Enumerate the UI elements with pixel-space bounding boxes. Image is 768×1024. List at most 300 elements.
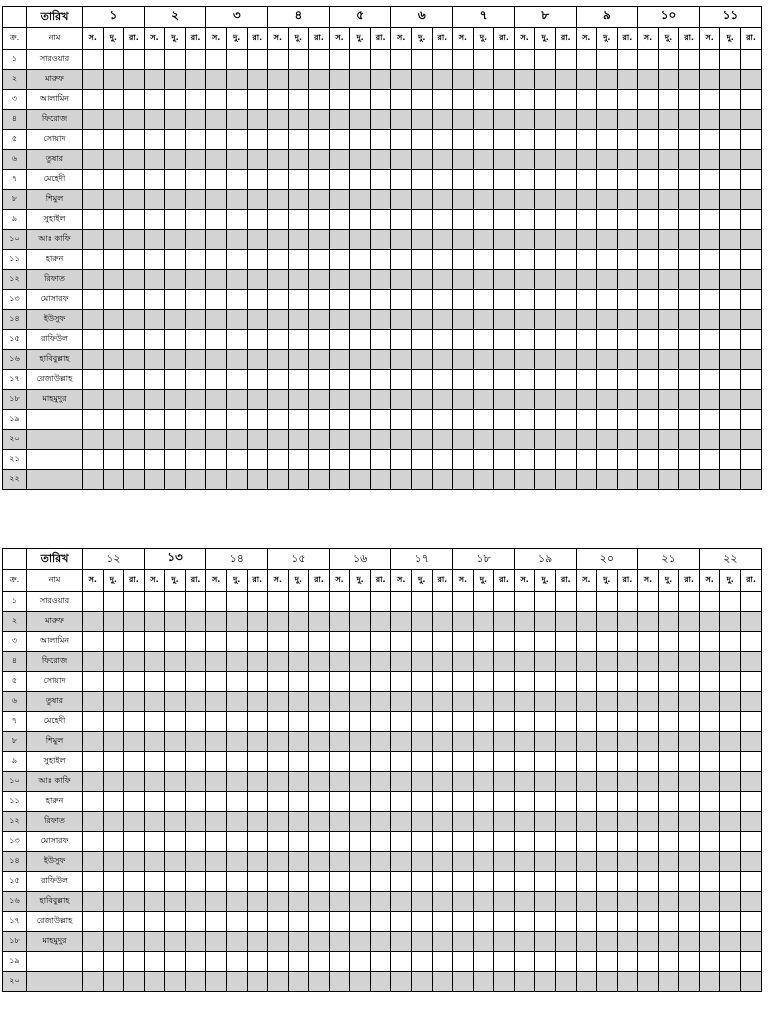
- attendance-cell[interactable]: [473, 50, 494, 70]
- attendance-cell[interactable]: [288, 592, 309, 612]
- attendance-cell[interactable]: [350, 912, 371, 932]
- attendance-cell[interactable]: [453, 350, 474, 370]
- attendance-cell[interactable]: [370, 430, 391, 450]
- attendance-cell[interactable]: [741, 250, 762, 270]
- attendance-cell[interactable]: [309, 652, 330, 672]
- attendance-cell[interactable]: [391, 350, 412, 370]
- attendance-cell[interactable]: [329, 832, 350, 852]
- attendance-cell[interactable]: [185, 210, 206, 230]
- attendance-cell[interactable]: [124, 170, 145, 190]
- attendance-cell[interactable]: [658, 972, 679, 992]
- attendance-cell[interactable]: [370, 852, 391, 872]
- attendance-cell[interactable]: [124, 952, 145, 972]
- attendance-cell[interactable]: [83, 110, 104, 130]
- attendance-cell[interactable]: [720, 170, 741, 190]
- attendance-cell[interactable]: [288, 952, 309, 972]
- attendance-cell[interactable]: [329, 90, 350, 110]
- attendance-cell[interactable]: [370, 972, 391, 992]
- attendance-cell[interactable]: [453, 952, 474, 972]
- attendance-cell[interactable]: [165, 270, 186, 290]
- attendance-cell[interactable]: [185, 912, 206, 932]
- attendance-cell[interactable]: [83, 792, 104, 812]
- attendance-cell[interactable]: [288, 250, 309, 270]
- attendance-cell[interactable]: [638, 652, 659, 672]
- attendance-cell[interactable]: [741, 632, 762, 652]
- attendance-cell[interactable]: [473, 932, 494, 952]
- attendance-cell[interactable]: [453, 270, 474, 290]
- attendance-cell[interactable]: [617, 350, 638, 370]
- attendance-cell[interactable]: [412, 712, 433, 732]
- attendance-cell[interactable]: [597, 872, 618, 892]
- attendance-cell[interactable]: [247, 972, 268, 992]
- attendance-cell[interactable]: [412, 130, 433, 150]
- attendance-cell[interactable]: [555, 692, 576, 712]
- attendance-cell[interactable]: [124, 410, 145, 430]
- attendance-cell[interactable]: [432, 250, 453, 270]
- attendance-cell[interactable]: [638, 110, 659, 130]
- attendance-cell[interactable]: [741, 370, 762, 390]
- attendance-cell[interactable]: [247, 190, 268, 210]
- attendance-cell[interactable]: [144, 90, 165, 110]
- attendance-cell[interactable]: [329, 592, 350, 612]
- attendance-cell[interactable]: [165, 330, 186, 350]
- attendance-cell[interactable]: [329, 932, 350, 952]
- attendance-cell[interactable]: [165, 712, 186, 732]
- attendance-cell[interactable]: [473, 632, 494, 652]
- attendance-cell[interactable]: [473, 410, 494, 430]
- attendance-cell[interactable]: [103, 972, 124, 992]
- attendance-cell[interactable]: [473, 692, 494, 712]
- attendance-cell[interactable]: [350, 712, 371, 732]
- attendance-cell[interactable]: [679, 210, 700, 230]
- attendance-cell[interactable]: [453, 612, 474, 632]
- attendance-cell[interactable]: [741, 470, 762, 490]
- attendance-cell[interactable]: [144, 430, 165, 450]
- attendance-cell[interactable]: [329, 250, 350, 270]
- attendance-cell[interactable]: [555, 852, 576, 872]
- attendance-cell[interactable]: [494, 410, 515, 430]
- attendance-cell[interactable]: [206, 430, 227, 450]
- attendance-cell[interactable]: [658, 952, 679, 972]
- attendance-cell[interactable]: [268, 632, 289, 652]
- attendance-cell[interactable]: [576, 832, 597, 852]
- attendance-cell[interactable]: [103, 832, 124, 852]
- attendance-cell[interactable]: [247, 772, 268, 792]
- attendance-cell[interactable]: [144, 592, 165, 612]
- attendance-cell[interactable]: [83, 932, 104, 952]
- attendance-cell[interactable]: [288, 692, 309, 712]
- attendance-cell[interactable]: [535, 250, 556, 270]
- attendance-cell[interactable]: [391, 50, 412, 70]
- attendance-cell[interactable]: [412, 210, 433, 230]
- attendance-cell[interactable]: [555, 972, 576, 992]
- attendance-cell[interactable]: [268, 592, 289, 612]
- attendance-cell[interactable]: [576, 470, 597, 490]
- attendance-cell[interactable]: [453, 190, 474, 210]
- attendance-cell[interactable]: [350, 972, 371, 992]
- attendance-cell[interactable]: [679, 230, 700, 250]
- attendance-cell[interactable]: [350, 270, 371, 290]
- attendance-cell[interactable]: [350, 290, 371, 310]
- attendance-cell[interactable]: [658, 612, 679, 632]
- attendance-cell[interactable]: [555, 410, 576, 430]
- attendance-cell[interactable]: [555, 370, 576, 390]
- attendance-cell[interactable]: [412, 430, 433, 450]
- attendance-cell[interactable]: [617, 972, 638, 992]
- attendance-cell[interactable]: [658, 70, 679, 90]
- attendance-cell[interactable]: [206, 350, 227, 370]
- attendance-cell[interactable]: [103, 370, 124, 390]
- attendance-cell[interactable]: [432, 130, 453, 150]
- attendance-cell[interactable]: [453, 772, 474, 792]
- attendance-cell[interactable]: [679, 390, 700, 410]
- attendance-cell[interactable]: [535, 50, 556, 70]
- attendance-cell[interactable]: [185, 832, 206, 852]
- attendance-cell[interactable]: [638, 370, 659, 390]
- attendance-cell[interactable]: [741, 892, 762, 912]
- attendance-cell[interactable]: [514, 190, 535, 210]
- attendance-cell[interactable]: [638, 612, 659, 632]
- attendance-cell[interactable]: [699, 772, 720, 792]
- attendance-cell[interactable]: [617, 450, 638, 470]
- attendance-cell[interactable]: [555, 792, 576, 812]
- attendance-cell[interactable]: [432, 612, 453, 632]
- attendance-cell[interactable]: [597, 892, 618, 912]
- attendance-cell[interactable]: [103, 470, 124, 490]
- attendance-cell[interactable]: [679, 832, 700, 852]
- attendance-cell[interactable]: [535, 430, 556, 450]
- attendance-cell[interactable]: [576, 812, 597, 832]
- attendance-cell[interactable]: [453, 290, 474, 310]
- attendance-cell[interactable]: [103, 390, 124, 410]
- attendance-cell[interactable]: [83, 310, 104, 330]
- attendance-cell[interactable]: [617, 390, 638, 410]
- attendance-cell[interactable]: [494, 150, 515, 170]
- attendance-cell[interactable]: [679, 450, 700, 470]
- attendance-cell[interactable]: [370, 652, 391, 672]
- attendance-cell[interactable]: [432, 190, 453, 210]
- attendance-cell[interactable]: [535, 972, 556, 992]
- attendance-cell[interactable]: [514, 692, 535, 712]
- attendance-cell[interactable]: [103, 310, 124, 330]
- attendance-cell[interactable]: [288, 370, 309, 390]
- attendance-cell[interactable]: [247, 70, 268, 90]
- attendance-cell[interactable]: [473, 230, 494, 250]
- attendance-cell[interactable]: [83, 90, 104, 110]
- attendance-cell[interactable]: [473, 390, 494, 410]
- attendance-cell[interactable]: [103, 430, 124, 450]
- attendance-cell[interactable]: [720, 430, 741, 450]
- attendance-cell[interactable]: [247, 270, 268, 290]
- attendance-cell[interactable]: [412, 852, 433, 872]
- attendance-cell[interactable]: [391, 952, 412, 972]
- attendance-cell[interactable]: [391, 812, 412, 832]
- attendance-cell[interactable]: [185, 812, 206, 832]
- attendance-cell[interactable]: [597, 470, 618, 490]
- attendance-cell[interactable]: [741, 872, 762, 892]
- attendance-cell[interactable]: [679, 952, 700, 972]
- attendance-cell[interactable]: [535, 692, 556, 712]
- attendance-cell[interactable]: [699, 692, 720, 712]
- attendance-cell[interactable]: [699, 732, 720, 752]
- attendance-cell[interactable]: [658, 470, 679, 490]
- attendance-cell[interactable]: [185, 90, 206, 110]
- attendance-cell[interactable]: [617, 632, 638, 652]
- attendance-cell[interactable]: [247, 832, 268, 852]
- attendance-cell[interactable]: [514, 712, 535, 732]
- attendance-cell[interactable]: [679, 772, 700, 792]
- attendance-cell[interactable]: [412, 592, 433, 612]
- attendance-cell[interactable]: [268, 250, 289, 270]
- attendance-cell[interactable]: [576, 350, 597, 370]
- attendance-cell[interactable]: [555, 592, 576, 612]
- attendance-cell[interactable]: [514, 912, 535, 932]
- attendance-cell[interactable]: [288, 912, 309, 932]
- attendance-cell[interactable]: [206, 210, 227, 230]
- attendance-cell[interactable]: [617, 430, 638, 450]
- attendance-cell[interactable]: [83, 732, 104, 752]
- attendance-cell[interactable]: [576, 270, 597, 290]
- attendance-cell[interactable]: [329, 772, 350, 792]
- attendance-cell[interactable]: [165, 752, 186, 772]
- attendance-cell[interactable]: [124, 90, 145, 110]
- attendance-cell[interactable]: [185, 470, 206, 490]
- attendance-cell[interactable]: [370, 390, 391, 410]
- attendance-cell[interactable]: [412, 792, 433, 812]
- attendance-cell[interactable]: [658, 632, 679, 652]
- attendance-cell[interactable]: [350, 812, 371, 832]
- attendance-cell[interactable]: [576, 732, 597, 752]
- attendance-cell[interactable]: [679, 972, 700, 992]
- attendance-cell[interactable]: [165, 732, 186, 752]
- attendance-cell[interactable]: [206, 932, 227, 952]
- attendance-cell[interactable]: [658, 210, 679, 230]
- attendance-cell[interactable]: [288, 792, 309, 812]
- attendance-cell[interactable]: [268, 672, 289, 692]
- attendance-cell[interactable]: [432, 330, 453, 350]
- attendance-cell[interactable]: [309, 672, 330, 692]
- attendance-cell[interactable]: [124, 812, 145, 832]
- attendance-cell[interactable]: [247, 350, 268, 370]
- attendance-cell[interactable]: [309, 330, 330, 350]
- attendance-cell[interactable]: [412, 450, 433, 470]
- attendance-cell[interactable]: [83, 330, 104, 350]
- attendance-cell[interactable]: [288, 110, 309, 130]
- attendance-cell[interactable]: [679, 370, 700, 390]
- attendance-cell[interactable]: [103, 230, 124, 250]
- attendance-cell[interactable]: [494, 732, 515, 752]
- attendance-cell[interactable]: [741, 70, 762, 90]
- attendance-cell[interactable]: [617, 410, 638, 430]
- attendance-cell[interactable]: [103, 672, 124, 692]
- attendance-cell[interactable]: [617, 592, 638, 612]
- attendance-cell[interactable]: [699, 390, 720, 410]
- attendance-cell[interactable]: [350, 792, 371, 812]
- attendance-cell[interactable]: [658, 150, 679, 170]
- attendance-cell[interactable]: [268, 712, 289, 732]
- attendance-cell[interactable]: [329, 370, 350, 390]
- attendance-cell[interactable]: [514, 390, 535, 410]
- attendance-cell[interactable]: [144, 952, 165, 972]
- attendance-cell[interactable]: [576, 932, 597, 952]
- attendance-cell[interactable]: [617, 70, 638, 90]
- attendance-cell[interactable]: [226, 270, 247, 290]
- attendance-cell[interactable]: [617, 932, 638, 952]
- attendance-cell[interactable]: [699, 250, 720, 270]
- attendance-cell[interactable]: [453, 230, 474, 250]
- attendance-cell[interactable]: [309, 370, 330, 390]
- attendance-cell[interactable]: [617, 832, 638, 852]
- attendance-cell[interactable]: [370, 310, 391, 330]
- attendance-cell[interactable]: [309, 150, 330, 170]
- attendance-cell[interactable]: [268, 310, 289, 330]
- attendance-cell[interactable]: [741, 110, 762, 130]
- attendance-cell[interactable]: [535, 390, 556, 410]
- attendance-cell[interactable]: [370, 190, 391, 210]
- attendance-cell[interactable]: [741, 450, 762, 470]
- attendance-cell[interactable]: [165, 912, 186, 932]
- attendance-cell[interactable]: [329, 912, 350, 932]
- attendance-cell[interactable]: [124, 732, 145, 752]
- attendance-cell[interactable]: [350, 952, 371, 972]
- attendance-cell[interactable]: [699, 752, 720, 772]
- attendance-cell[interactable]: [597, 812, 618, 832]
- attendance-cell[interactable]: [83, 210, 104, 230]
- attendance-cell[interactable]: [309, 430, 330, 450]
- attendance-cell[interactable]: [576, 852, 597, 872]
- attendance-cell[interactable]: [103, 872, 124, 892]
- attendance-cell[interactable]: [555, 872, 576, 892]
- attendance-cell[interactable]: [103, 250, 124, 270]
- attendance-cell[interactable]: [370, 330, 391, 350]
- attendance-cell[interactable]: [597, 110, 618, 130]
- attendance-cell[interactable]: [370, 592, 391, 612]
- attendance-cell[interactable]: [165, 692, 186, 712]
- attendance-cell[interactable]: [494, 450, 515, 470]
- attendance-cell[interactable]: [247, 872, 268, 892]
- attendance-cell[interactable]: [555, 652, 576, 672]
- attendance-cell[interactable]: [185, 792, 206, 812]
- attendance-cell[interactable]: [226, 290, 247, 310]
- attendance-cell[interactable]: [514, 612, 535, 632]
- attendance-cell[interactable]: [185, 190, 206, 210]
- attendance-cell[interactable]: [370, 712, 391, 732]
- attendance-cell[interactable]: [83, 290, 104, 310]
- attendance-cell[interactable]: [699, 592, 720, 612]
- attendance-cell[interactable]: [617, 772, 638, 792]
- attendance-cell[interactable]: [83, 712, 104, 732]
- attendance-cell[interactable]: [288, 932, 309, 952]
- attendance-cell[interactable]: [555, 390, 576, 410]
- attendance-cell[interactable]: [699, 150, 720, 170]
- attendance-cell[interactable]: [226, 632, 247, 652]
- attendance-cell[interactable]: [165, 852, 186, 872]
- attendance-cell[interactable]: [185, 652, 206, 672]
- attendance-cell[interactable]: [103, 90, 124, 110]
- attendance-cell[interactable]: [329, 270, 350, 290]
- attendance-cell[interactable]: [638, 752, 659, 772]
- attendance-cell[interactable]: [494, 772, 515, 792]
- attendance-cell[interactable]: [741, 330, 762, 350]
- attendance-cell[interactable]: [597, 672, 618, 692]
- attendance-cell[interactable]: [309, 892, 330, 912]
- attendance-cell[interactable]: [391, 852, 412, 872]
- attendance-cell[interactable]: [679, 250, 700, 270]
- attendance-cell[interactable]: [391, 270, 412, 290]
- attendance-cell[interactable]: [165, 350, 186, 370]
- attendance-cell[interactable]: [494, 290, 515, 310]
- attendance-cell[interactable]: [555, 952, 576, 972]
- attendance-cell[interactable]: [658, 852, 679, 872]
- attendance-cell[interactable]: [412, 932, 433, 952]
- attendance-cell[interactable]: [288, 612, 309, 632]
- attendance-cell[interactable]: [350, 692, 371, 712]
- attendance-cell[interactable]: [124, 250, 145, 270]
- attendance-cell[interactable]: [144, 70, 165, 90]
- attendance-cell[interactable]: [309, 632, 330, 652]
- attendance-cell[interactable]: [288, 832, 309, 852]
- attendance-cell[interactable]: [494, 652, 515, 672]
- attendance-cell[interactable]: [350, 652, 371, 672]
- attendance-cell[interactable]: [391, 932, 412, 952]
- attendance-cell[interactable]: [453, 732, 474, 752]
- attendance-cell[interactable]: [226, 310, 247, 330]
- attendance-cell[interactable]: [268, 612, 289, 632]
- attendance-cell[interactable]: [555, 290, 576, 310]
- attendance-cell[interactable]: [453, 592, 474, 612]
- attendance-cell[interactable]: [124, 932, 145, 952]
- attendance-cell[interactable]: [247, 672, 268, 692]
- attendance-cell[interactable]: [206, 50, 227, 70]
- attendance-cell[interactable]: [617, 912, 638, 932]
- attendance-cell[interactable]: [638, 912, 659, 932]
- attendance-cell[interactable]: [555, 150, 576, 170]
- attendance-cell[interactable]: [226, 692, 247, 712]
- attendance-cell[interactable]: [350, 90, 371, 110]
- attendance-cell[interactable]: [741, 812, 762, 832]
- attendance-cell[interactable]: [391, 972, 412, 992]
- attendance-cell[interactable]: [124, 852, 145, 872]
- attendance-cell[interactable]: [370, 410, 391, 430]
- attendance-cell[interactable]: [144, 672, 165, 692]
- attendance-cell[interactable]: [391, 592, 412, 612]
- attendance-cell[interactable]: [83, 170, 104, 190]
- attendance-cell[interactable]: [165, 430, 186, 450]
- attendance-cell[interactable]: [494, 952, 515, 972]
- attendance-cell[interactable]: [741, 972, 762, 992]
- attendance-cell[interactable]: [453, 792, 474, 812]
- attendance-cell[interactable]: [391, 410, 412, 430]
- attendance-cell[interactable]: [617, 310, 638, 330]
- attendance-cell[interactable]: [432, 632, 453, 652]
- attendance-cell[interactable]: [83, 872, 104, 892]
- attendance-cell[interactable]: [309, 612, 330, 632]
- attendance-cell[interactable]: [494, 872, 515, 892]
- attendance-cell[interactable]: [288, 672, 309, 692]
- attendance-cell[interactable]: [617, 470, 638, 490]
- attendance-cell[interactable]: [268, 170, 289, 190]
- attendance-cell[interactable]: [185, 872, 206, 892]
- attendance-cell[interactable]: [206, 410, 227, 430]
- attendance-cell[interactable]: [514, 972, 535, 992]
- attendance-cell[interactable]: [741, 612, 762, 632]
- attendance-cell[interactable]: [720, 410, 741, 430]
- attendance-cell[interactable]: [555, 672, 576, 692]
- attendance-cell[interactable]: [514, 450, 535, 470]
- attendance-cell[interactable]: [268, 410, 289, 430]
- attendance-cell[interactable]: [144, 150, 165, 170]
- attendance-cell[interactable]: [597, 652, 618, 672]
